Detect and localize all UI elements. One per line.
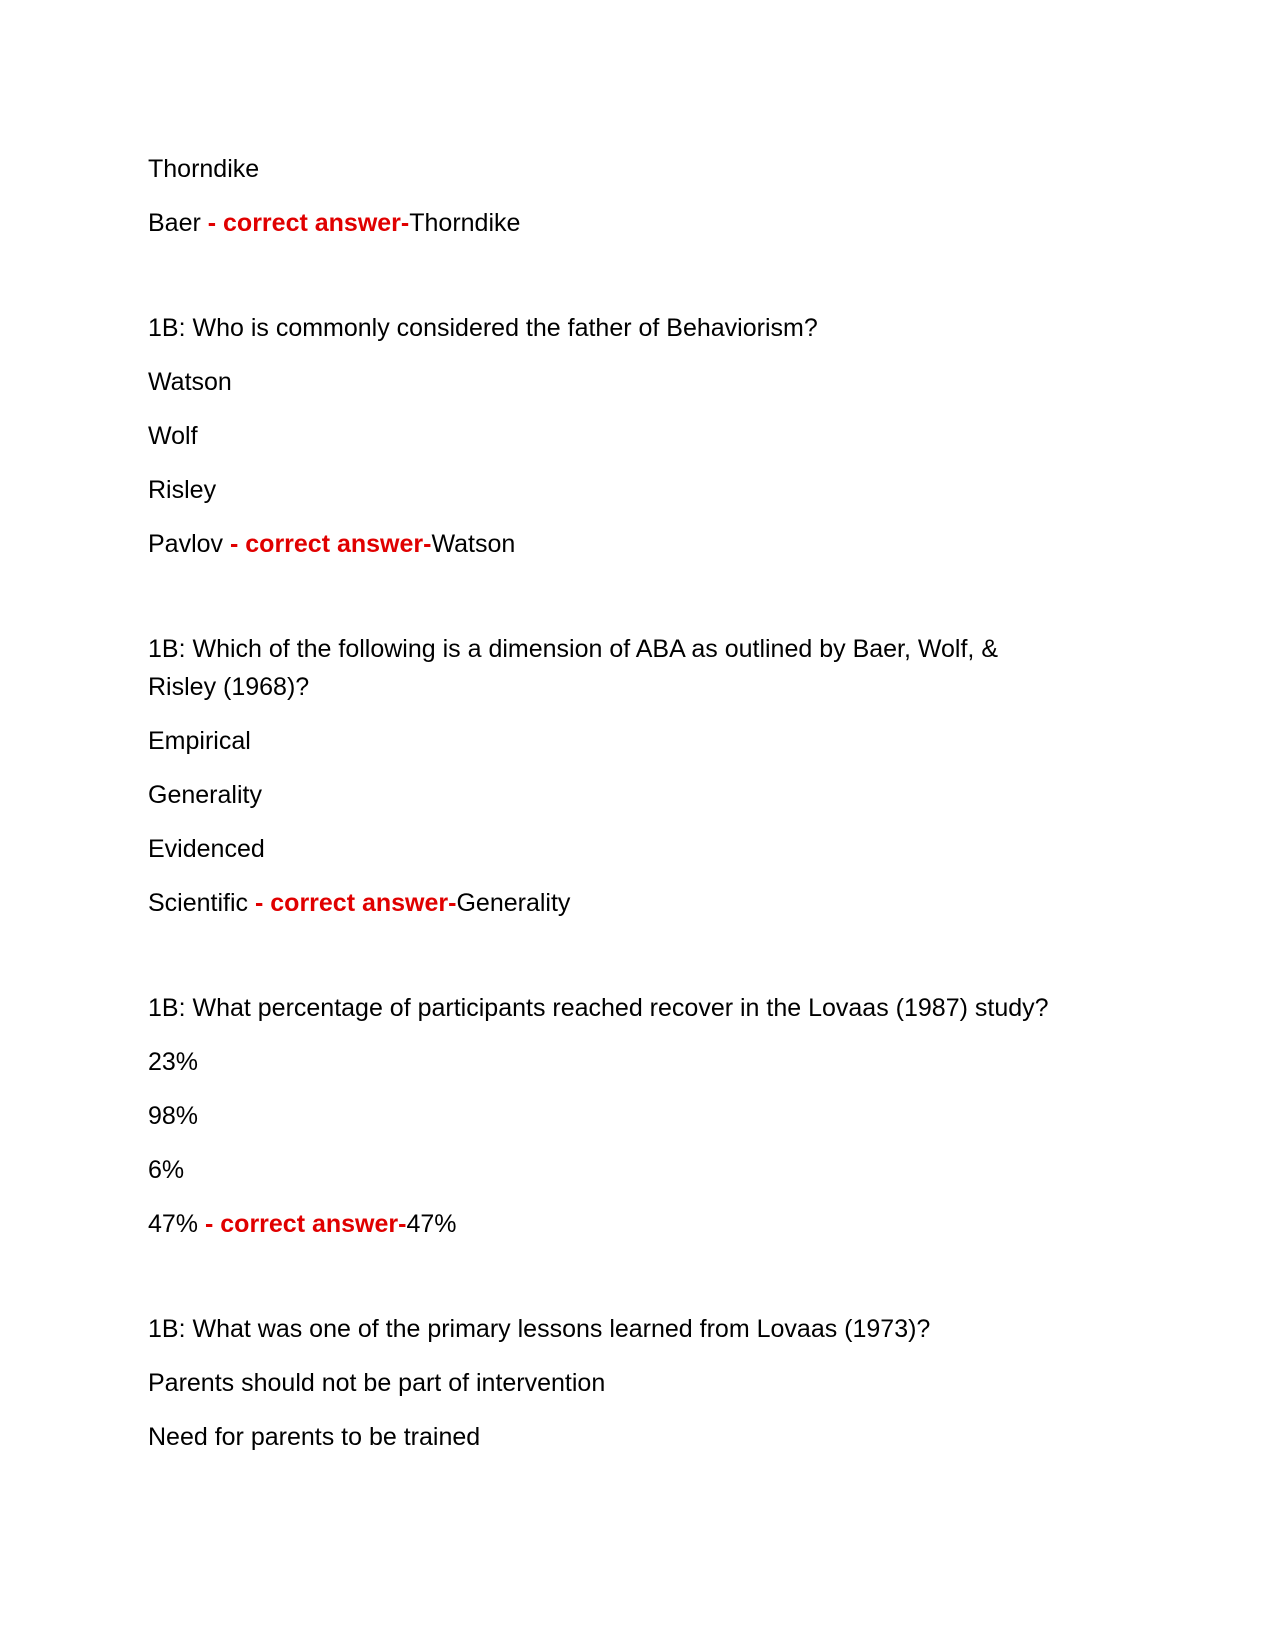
option-line: Risley bbox=[148, 476, 217, 504]
answer-line bbox=[148, 1205, 1128, 1243]
last-option: Scientific bbox=[148, 889, 249, 917]
question-text: 1B: Who is commonly considered the father of Behaviorism? bbox=[148, 314, 818, 342]
option-line: Empirical bbox=[148, 727, 251, 755]
correct-answer-marker: - correct answer- bbox=[223, 530, 432, 558]
answer-line bbox=[148, 204, 1128, 242]
answer-line bbox=[148, 884, 1128, 922]
question-block bbox=[148, 1310, 1128, 1456]
last-option: Baer bbox=[148, 209, 201, 237]
question-gap bbox=[148, 938, 1128, 989]
option-line: Need for parents to be trained bbox=[148, 1423, 481, 1451]
option-line: Parents should not be part of intervention bbox=[148, 1369, 606, 1397]
correct-answer: 47% bbox=[406, 1210, 457, 1238]
quiz-content bbox=[148, 150, 1128, 1472]
option-line: 23% bbox=[148, 1048, 199, 1076]
correct-answer-marker: - correct answer- bbox=[200, 209, 410, 237]
question-gap bbox=[148, 579, 1128, 630]
correct-answer: Watson bbox=[431, 530, 516, 558]
correct-answer: Thorndike bbox=[409, 209, 521, 237]
correct-answer-marker: - correct answer- bbox=[248, 889, 457, 917]
option-line: 98% bbox=[148, 1102, 199, 1130]
last-option: 47% bbox=[148, 1210, 199, 1238]
last-option: Pavlov bbox=[148, 530, 224, 558]
question-text: 1B: Which of the following is a dimension of ABA as outlined by Baer, Wolf, & Risley (1968)? bbox=[148, 635, 998, 701]
correct-answer-marker: - correct answer- bbox=[198, 1210, 407, 1238]
option-line: Thorndike bbox=[148, 155, 260, 183]
answer-line bbox=[148, 525, 1128, 563]
question-block bbox=[148, 989, 1128, 1243]
question-text: 1B: What percentage of participants reached recover in the Lovaas (1987) study? bbox=[148, 994, 1049, 1022]
option-line: Watson bbox=[148, 368, 232, 396]
question-gap bbox=[148, 258, 1128, 309]
question-gap bbox=[148, 1259, 1128, 1310]
question-block bbox=[148, 309, 1128, 563]
option-line: Wolf bbox=[148, 422, 198, 450]
correct-answer: Generality bbox=[456, 889, 571, 917]
question-block bbox=[148, 630, 1128, 922]
option-line: Generality bbox=[148, 781, 262, 809]
question-text: 1B: What was one of the primary lessons learned from Lovaas (1973)? bbox=[148, 1315, 931, 1343]
option-line: Evidenced bbox=[148, 835, 265, 863]
option-line: 6% bbox=[148, 1156, 185, 1184]
